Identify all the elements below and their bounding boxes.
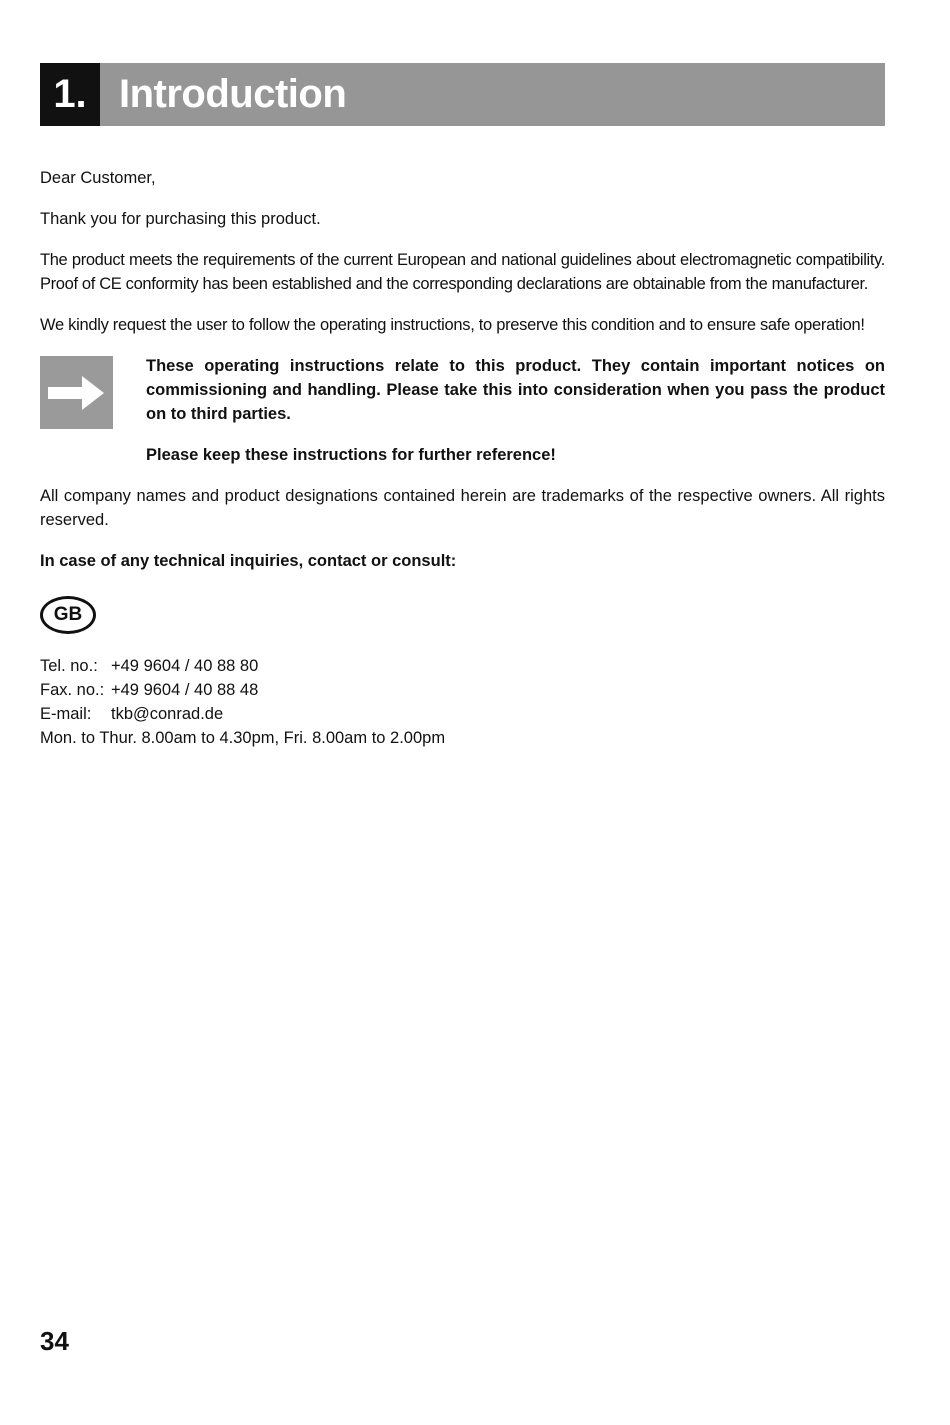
page-number: 34 <box>40 1326 69 1356</box>
section-title: Introduction <box>119 72 347 116</box>
tel-value: +49 9604 / 40 88 80 <box>111 657 259 675</box>
thanks-paragraph: Thank you for purchasing this product. <box>40 210 321 228</box>
requirements-paragraph: The product meets the requirements of the current European and national guidelines about electromagnetic compatibility. Proof of CE conformity has been established and the corresponding declarations are obtainable from the manufacturer. <box>40 251 885 293</box>
greeting: Dear Customer, <box>40 169 156 187</box>
email-row <box>40 702 885 726</box>
tel-row <box>40 654 885 678</box>
hours-row <box>40 726 885 750</box>
hours-text: Mon. to Thur. 8.00am to 4.30pm, Fri. 8.00am to 2.00pm <box>40 729 446 747</box>
arrow-right-icon <box>40 356 113 429</box>
fax-label: Fax. no.: <box>40 681 105 699</box>
request-paragraph: We kindly request the user to follow the operating instructions, to preserve this condition and to ensure safe operation! <box>40 316 865 334</box>
trademarks-paragraph: All company names and product designations contained herein are trademarks of the respective owners. All rights reserved. <box>40 487 885 529</box>
tel-label: Tel. no.: <box>40 657 98 675</box>
page-content <box>40 166 885 750</box>
country-badge-gb: GB <box>40 596 96 634</box>
section-header <box>40 63 885 126</box>
inquiries-heading: In case of any technical inquiries, contact or consult: <box>40 552 457 570</box>
keep-instructions-text: Please keep these instructions for further reference! <box>146 446 556 464</box>
email-value: tkb@conrad.de <box>111 705 224 723</box>
contact-info <box>40 654 885 750</box>
notice-text: These operating instructions relate to this product. They contain important notices on commissioning and handling. Please take this into consideration when you pass the product on to third parties. <box>146 357 885 423</box>
email-label: E-mail: <box>40 705 92 723</box>
notice-block <box>40 354 885 467</box>
section-number: 1. <box>40 63 100 126</box>
fax-row <box>40 678 885 702</box>
fax-value: +49 9604 / 40 88 48 <box>111 681 259 699</box>
